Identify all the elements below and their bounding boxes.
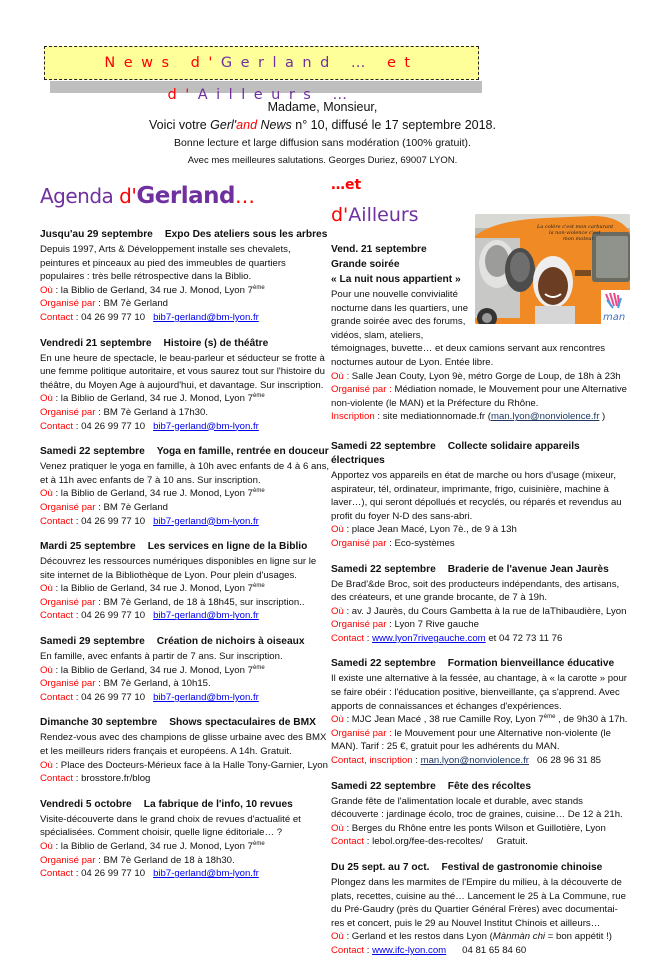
label-organizer: Organisé par [40, 501, 96, 513]
website-link[interactable]: man.lyon@nonviolence.fr [420, 755, 529, 767]
event-contact [40, 867, 330, 881]
event-title: Fête des récoltes [447, 780, 532, 792]
location-sup: ème [252, 393, 265, 400]
event-contact [331, 632, 631, 646]
location-end: , de 9h30 à 17h. [555, 714, 628, 726]
event-contact [331, 754, 631, 768]
event-heading [40, 540, 330, 554]
label-organizer: Organisé par : [331, 384, 392, 396]
label-organizer: Organisé par [40, 678, 96, 690]
event-item [40, 635, 330, 704]
label-organizer: Organisé par [331, 619, 387, 631]
issue-suffix: n° 10, diffusé le 17 septembre 2018. [291, 118, 496, 132]
event-contact [40, 609, 330, 623]
label-contact: Contact [40, 773, 74, 785]
location-text: : MJC Jean Macé , 38 rue Camille Roy, Lyon 7 [343, 714, 544, 726]
organizer-text: : BM 7è Gerland de 18 à 18h30. [95, 854, 235, 866]
email-link[interactable]: bib7-gerland@bm-lyon.fr [153, 311, 259, 323]
email-link[interactable]: man.lyon@nonviolence.fr [490, 411, 600, 423]
contact-text: : 04 26 99 77 10 [73, 420, 154, 432]
event-date: Dimanche 30 septembre [40, 717, 158, 729]
issue-line [0, 118, 645, 132]
event-description: Plongez dans les marmites de l'Empire du milieu, à la découverte de plats, recettes, cuisine au thé… Lancement le 25 à La Commune, rue du Pré-Gaudry (près du Quartier Général Frères) avec documentai-res et concert, puis le 29 au Nouvel Institut Chinois et ailleurs… [331, 877, 626, 929]
event-location [331, 930, 631, 944]
event-location [40, 664, 330, 678]
location-sup: ème [252, 488, 265, 495]
inscription-end: ) [599, 411, 606, 423]
inscription-text: : site mediationnomade.fr ( [374, 411, 491, 423]
location-text: : la Biblio de Gerland, 34 rue J. Monod, Lyon 7 [52, 284, 253, 296]
label-ou: Où [331, 931, 344, 943]
event-heading [40, 716, 330, 730]
event-description: De Brad'&de Broc, soit des producteurs indépendants, des artisans, des créateurs, et une grande brocante, de 7 à 19h. [331, 578, 620, 604]
event-contact [40, 420, 330, 434]
label-contact: Contact [40, 868, 74, 880]
event-date: Vendredi 5 octobre [40, 798, 132, 810]
event-description: Apportez vos appareils en état de marche ou hors d'usage (mixeur, aspirateur, tél, ordinateur, imprimante, frigo, cuisinière, machine à laver…), qui seront dépollués et recyclés, ou réparés et revendus au profit du foyer N-D des sans-abri. [331, 469, 622, 522]
newsletter-banner [44, 46, 479, 103]
location-text: : la Biblio de Gerland, 34 rue J. Monod, Lyon 7 [52, 664, 253, 676]
label-organizer: Organisé par [40, 596, 96, 608]
event-location [331, 370, 631, 384]
event-item [40, 540, 330, 623]
event-date: Jusqu'au 29 septembre [40, 229, 153, 240]
organizer-text: : BM 7è Gerland [95, 501, 168, 513]
event-item [40, 798, 330, 881]
event-heading [331, 440, 631, 468]
label-ou: Où [40, 841, 53, 852]
event-organizer [331, 727, 631, 754]
event-date: Samedi 22 septembre [331, 780, 436, 792]
contact-text: : [412, 755, 421, 767]
event-location [331, 822, 631, 836]
event-title: La fabrique de l'info, 10 revues [143, 798, 293, 810]
organizer-text: : BM 7è Gerland à 17h30. [95, 406, 208, 418]
event-contact [40, 515, 330, 529]
contact-end: et 04 72 73 11 76 [485, 632, 563, 644]
greeting: Madame, Monsieur, [267, 100, 378, 114]
email-link[interactable]: bib7-gerland@bm-lyon.fr [153, 691, 259, 703]
brand-news: News [257, 118, 292, 132]
banner-title-part: et d' [167, 55, 419, 103]
event-date: Mardi 25 septembre [40, 541, 136, 553]
organizer-text: le Mouvement pour une Alternative non-violente (le MAN). Tarif : 25 €, gratuit pour les adhérents du MAN. [331, 727, 611, 753]
contact-text: : [364, 632, 373, 644]
label-organizer: Organisé par [40, 298, 96, 310]
event-organizer [40, 677, 330, 691]
location-sup: ème [252, 583, 265, 590]
location-text: : av. J Jaurès, du Cours Gambetta à la rue de laThibaudière, Lyon [343, 605, 627, 617]
event-contact [40, 691, 330, 705]
event-title: Création de nichoirs à oiseaux [156, 636, 305, 648]
event-heading [40, 337, 330, 351]
reading-note: Bonne lecture et large diffusion sans modération (100% gratuit). [174, 137, 471, 149]
event-location [40, 582, 330, 596]
contact-text: : 04 26 99 77 10 [73, 691, 154, 703]
event-registration [331, 410, 631, 424]
event-title: Expo Des ateliers sous les arbres [164, 229, 328, 240]
event-heading [40, 445, 330, 459]
event-title: Les services en ligne de la Biblio [147, 541, 308, 553]
banner-title-part: Ailleurs … [197, 87, 356, 103]
banner-title-part: News d' [104, 55, 221, 71]
event-organizer [40, 297, 330, 311]
email-link[interactable]: bib7-gerland@bm-lyon.fr [153, 610, 259, 622]
event-organizer [40, 596, 330, 610]
event-organizer [40, 501, 330, 515]
event-date: Samedi 22 septembre [331, 440, 436, 452]
website-link[interactable]: www.ifc-lyon.com [372, 944, 447, 956]
label-ou: Où [40, 488, 53, 500]
label-contact: Contact [40, 610, 74, 622]
heading-et: …et [331, 177, 362, 193]
event-date: Samedi 22 septembre [331, 563, 436, 575]
event-item [40, 337, 330, 434]
man-truck-photo [475, 214, 630, 324]
label-contact: Contact [331, 836, 365, 848]
event-date: Samedi 22 septembre [331, 658, 436, 670]
event-subtitle: « La nuit nous appartient » [331, 274, 461, 285]
event-title: Braderie de l'avenue Jean Jaurès [447, 563, 609, 575]
event-heading [331, 861, 631, 875]
heading-d: d' [331, 204, 349, 226]
event-contact [40, 311, 330, 325]
event-item [331, 563, 631, 646]
website-link[interactable]: www.lyon7rivegauche.com [372, 632, 486, 644]
event-description: Venez pratiquer le yoga en famille, à 10h avec enfants de 4 à 6 ans, et à 11h avec enfants de 7 à 10 ans. Sur inscription. [40, 461, 330, 486]
event-location [331, 523, 631, 537]
location-text: : la Biblio de Gerland, 34 rue J. Monod, Lyon 7 [52, 841, 253, 852]
event-organizer [40, 854, 330, 868]
event-description: Rendez-vous avec des champions de glisse urbaine avec des BMX et les meilleurs riders français et européens. A 14h. Gratuit. [40, 732, 327, 758]
contact-text: : lebol.org/fee-des-recoltes/ Gratuit. [364, 836, 528, 848]
location-sup: ème [252, 284, 265, 291]
event-organizer [331, 537, 631, 551]
event-description: En famille, avec enfants à partir de 7 ans. Sur inscription. [40, 651, 283, 663]
label-ou: Où [331, 714, 344, 726]
event-organizer [331, 618, 631, 632]
event-location [331, 713, 631, 727]
location-text: : Gerland et les restos dans Lyon ( [343, 931, 493, 943]
label-contact: Contact [331, 944, 365, 956]
organizer-text: : BM 7è Gerland, à 10h15. [95, 678, 211, 690]
event-heading [40, 228, 330, 242]
location-text: : Place des Docteurs-Mérieux face à la Halle Tony-Garnier, Lyon [52, 759, 328, 771]
event-location [40, 487, 330, 501]
organizer-text: : BM 7è Gerland [95, 298, 168, 310]
event-item [331, 861, 631, 958]
label-contact: Contact [331, 632, 365, 644]
agenda-event-list [40, 228, 330, 881]
event-heading [40, 798, 330, 812]
event-item [331, 440, 631, 551]
event-item [331, 657, 631, 767]
event-description: Il existe une alternative à la fessée, au chantage, à « la carotte » pour se faire obéir : l'éducation positive, bienveillante, ça s'apprend. Avec apports de connaissances et échanges d'expériences. [331, 673, 627, 712]
label-organizer: Organisé par : [331, 727, 392, 739]
brand-gerl: Gerl' [210, 118, 237, 132]
label-ou: Où [331, 524, 344, 536]
event-contact [331, 835, 631, 849]
location-text: : la Biblio de Gerland, 34 rue J. Monod, Lyon 7 [52, 583, 253, 595]
label-contact: Contact [40, 311, 74, 323]
event-location [40, 284, 330, 298]
event-item [331, 780, 631, 849]
location-sup: ème [252, 840, 265, 847]
label-ou: Où [40, 583, 53, 595]
heading-d: d' [119, 184, 137, 208]
event-date: Samedi 29 septembre [40, 636, 145, 648]
event-date: Samedi 22 septembre [40, 446, 145, 458]
banner-title-part: Gerland … [220, 55, 388, 71]
event-contact [40, 772, 330, 786]
location-text: : Berges du Rhône entre les ponts Wilson et Guillotière, Lyon [343, 822, 606, 834]
event-title: Collecte solidaire appareils électriques [331, 440, 580, 466]
organizer-text: : Eco-systèmes [386, 537, 455, 549]
location-text: Salle Jean Couty, Lyon 9è, métro Gorge de Loup, de 18h à 23h [349, 370, 621, 382]
event-item [40, 228, 330, 325]
event-heading [40, 635, 330, 649]
label-ou: Où [331, 822, 344, 834]
label-contact: Contact [40, 420, 74, 432]
event-location [40, 840, 330, 854]
event-location [40, 759, 330, 773]
heading-ellipsis: … [234, 184, 255, 208]
svg-text:mon moteur.: mon moteur. [563, 236, 595, 242]
contact-end: 06 28 96 31 85 [529, 755, 602, 767]
contact-text: : brosstore.fr/blog [73, 773, 151, 785]
heading-agenda: Agenda [40, 184, 120, 208]
location-end: = bon appétit !) [545, 931, 612, 943]
location-text: : place Jean Macé, Lyon 7è., de 9 à 13h [343, 524, 517, 536]
svg-text:La colère c'est mon carburant: La colère c'est mon carburant [537, 224, 614, 230]
label-organizer: Organisé par [40, 854, 96, 866]
contact-text: : 04 26 99 77 10 [73, 610, 154, 622]
event-item [40, 445, 330, 528]
event-location [40, 392, 330, 406]
label-ou: Où [40, 664, 53, 676]
truck-illustration [475, 214, 630, 324]
email-link[interactable]: bib7-gerland@bm-lyon.fr [153, 868, 259, 880]
label-contact: Contact [40, 691, 74, 703]
event-description: Visite-découverte dans le grand choix de revues d'actualité et spécialisées. Comment choisir, quelle ligne éditoriale… ? [40, 813, 301, 839]
organizer-text: Médiation nomade, le Mouvement pour une Alternative non-violente (le MAN) et la Préfecture du Rhône. [331, 384, 627, 409]
email-link[interactable]: bib7-gerland@bm-lyon.fr [153, 420, 259, 432]
label-ou: Où : [331, 370, 350, 382]
event-description: Depuis 1997, Arts & Développement installe ses chevalets, peintures et pinceaux au pied des immeubles de quartiers populaires : très belle rétrospective dans la Biblio. [40, 244, 291, 283]
event-heading [331, 780, 631, 794]
location-sup: ème [252, 664, 265, 671]
ailleurs-event-list [331, 440, 631, 958]
event-organizer [40, 406, 330, 420]
svg-text:la non-violence c'est: la non-violence c'est [549, 230, 601, 236]
brand-and: and [236, 118, 258, 132]
contact-text: : 04 26 99 77 10 [73, 868, 154, 880]
location-text: : la Biblio de Gerland, 34 rue J. Monod, Lyon 7 [52, 488, 253, 500]
label-ou: Où [40, 284, 53, 296]
label-organizer: Organisé par [40, 406, 96, 418]
event-title: Festival de gastronomie chinoise [441, 862, 603, 873]
heading-gerland: Gerland [136, 183, 235, 209]
label-ou: Où [40, 759, 53, 771]
label-organizer: Organisé par [331, 537, 387, 549]
svg-text:man: man [603, 312, 626, 323]
event-heading [331, 657, 631, 671]
label-ou: Où [331, 605, 344, 617]
email-link[interactable]: bib7-gerland@bm-lyon.fr [153, 515, 259, 527]
contact-text: : 04 26 99 77 10 [73, 515, 154, 527]
organizer-text: : BM 7è Gerland, de 18 à 18h45, sur inscription.. [95, 596, 305, 608]
event-date: Vend. 21 septembre [331, 244, 427, 255]
contact-end: 04 81 65 84 60 [446, 944, 527, 956]
contact-text: : [364, 944, 373, 956]
event-description: Pour une nouvelle convivialité nocturne dans les quartiers, une grande soirée avec des forums, vidéos, slam, ateliers, [331, 289, 469, 341]
event-description: Découvrez les ressources numériques disponibles en ligne sur le site internet de la Bibliothèque de Lyon. Pour plein d'usages. [40, 556, 317, 581]
event-title: Shows spectaculaires de BMX [169, 717, 316, 729]
signature: Avec mes meilleures salutations. Georges Duriez, 69007 LYON. [187, 155, 458, 166]
event-contact [331, 944, 631, 958]
event-date: Vendredi 21 septembre [40, 337, 152, 349]
event-location [331, 605, 631, 619]
event-description: Grande fête de l'alimentation locale et durable, avec stands découverte : jardinage écolo, troc de graines, cuisine… De 12 à 21h. [331, 795, 623, 821]
label-inscription: Inscription [331, 411, 375, 423]
location-text: : la Biblio de Gerland, 34 rue J. Monod, Lyon 7 [52, 393, 253, 405]
event-item [40, 716, 330, 785]
event-description: En une heure de spectacle, le beau-parleur et séducteur se frotte à une femme politique autoritaire, et vous saurez tout sur l'histoire du théâtre, du Moyen Age à aujourd'hui, et davantage. Sur inscription. [40, 352, 325, 391]
label-contact: Contact [40, 515, 74, 527]
contact-text: : 04 26 99 77 10 [73, 311, 154, 323]
event-date: Du 25 sept. au 7 oct. [331, 862, 430, 873]
issue-prefix: Voici votre [149, 118, 211, 132]
label-ou: Où [40, 393, 53, 405]
heading-ailleurs-word: Ailleurs [348, 204, 419, 226]
event-title: Formation bienveillance éducative [447, 658, 615, 670]
agenda-heading [40, 176, 330, 216]
agenda-gerland-column [40, 176, 330, 893]
label-contact: Contact, inscription [331, 755, 413, 767]
location-sup: ème [543, 714, 556, 721]
organizer-text: : Lyon 7 Rive gauche [386, 619, 479, 631]
event-title: Yoga en famille, rentrée en douceur [156, 446, 329, 458]
event-heading [331, 563, 631, 577]
event-title: Grande soirée [331, 259, 400, 270]
location-italic: Mànmàn chi [492, 931, 546, 943]
event-title: Histoire (s) de théâtre [163, 337, 269, 349]
event-description-cont: témoignages, buvette… et deux camions servant aux rencontres nocturnes autour de Lyon. Entée libre. [331, 343, 606, 368]
event-organizer [331, 383, 631, 410]
